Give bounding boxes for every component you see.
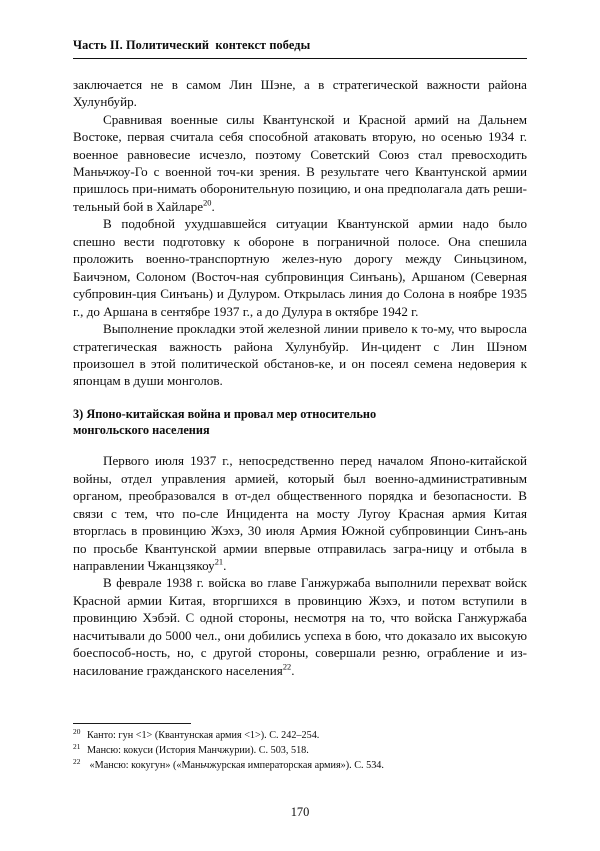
body-text bbox=[73, 76, 527, 679]
section-heading-line-2: монгольского населения bbox=[73, 423, 210, 438]
paragraph-text: заключается не в самом Лин Шэне, а в стратегической важности района Хулунбуйр. bbox=[73, 76, 527, 110]
section-heading-line-1: 3) Японо-китайская война и провал мер относительно bbox=[73, 406, 377, 421]
footnote-separator-rule bbox=[73, 723, 191, 724]
running-head-title: Часть II. Политический контекст победы bbox=[73, 38, 311, 52]
running-head-rule bbox=[73, 58, 527, 59]
paragraph-text-tail: . bbox=[211, 198, 215, 214]
paragraph-text: Первого июля 1937 г., непосредственно перед началом Японо-китайской войны, отдел управления армией, который был военно-административным органом, преобразовался в от-дел общественного порядка и безопасности. В связи с тем, что по-сле Инцидента на мосту Лугоу Красная армия Китая вторглась в провинцию Жэхэ, 30 июля Армия Южной субпровинции Синъ-ань по просьбе Квантунской армии впервые отправилась загра-ницу и отбыла в направлении Чжанцзякоу bbox=[73, 453, 527, 574]
footnote-item: 22 «Мансю: кокугун» («Маньчжурская императорская армия»). С. 534. bbox=[73, 757, 384, 772]
paragraph bbox=[73, 320, 527, 390]
footnote-item: 20 Канто: гун <1> (Квантунская армия <1>). С. 242–254. bbox=[73, 726, 320, 741]
running-head bbox=[73, 0, 527, 59]
paragraph bbox=[73, 76, 527, 111]
section-heading bbox=[73, 406, 527, 438]
footnote-reference-22[interactable]: 22 bbox=[282, 662, 292, 672]
footnote-reference-20[interactable]: 20 bbox=[203, 198, 212, 208]
footnote-text: Мансю: кокуси (История Манчжурии). С. 503, 518. bbox=[87, 745, 309, 757]
paragraph bbox=[73, 111, 527, 216]
paragraph-text-tail: . bbox=[223, 558, 227, 574]
footnote-text: Канто: гун <1> (Квантунская армия <1>). С. 242–254. bbox=[87, 730, 320, 741]
footnote-text: «Мансю: кокугун» («Маньчжурская императорская армия»). С. 534. bbox=[87, 760, 384, 772]
paragraph-text: В феврале 1938 г. войска во главе Ганжуржаба выполнили перехват войск Красной армии Китая, вторгшихся в провинцию Жэхэ, и потом вступили в провинцию Хэбэй. С одной стороны, несмотря на то, что войска Ганжуржаба насчитывали до 5000 чел., они добились успеха в бою, что доказало их высокую боеспособ-ность, но, с другой стороны, совершали резню, ограбление и из-насилование гражданского населения bbox=[73, 575, 527, 678]
paragraph bbox=[73, 215, 527, 320]
footnote-item: 21 Мансю: кокуси (История Манчжурии). С. 503, 518. bbox=[73, 741, 309, 757]
paragraph-text: Выполнение прокладки этой железной линии привело к то-му, что выросла стратегическая важность района Хулунбуйр. Ин-цидент с Лин Шэном произошел в этой политической обстанов-ке, и он посеял семена недоверия к японцам в души монголов. bbox=[73, 321, 527, 389]
paragraph-text-tail: . bbox=[291, 662, 295, 678]
page-number: 170 bbox=[290, 805, 310, 819]
paragraph bbox=[73, 574, 527, 679]
paragraph-text: Сравнивая военные силы Квантунской и Красной армий на Дальнем Востоке, первая считала себя способной атаковать вторую, но осенью 1934 г. военное равновесие исчезло, поэтому Советский Союз стал превосходить Маньчжоу-Го с военной точ-ки зрения. В результате чего Квантунской армии пришлось при-нимать оборонительную позицию, и она предполагала дать реши-тельный бой в Хайларе bbox=[73, 111, 527, 214]
page-content bbox=[73, 0, 527, 679]
paragraph-text: В подобной ухудшавшейся ситуации Квантунской армии надо было спешно вести подготовку к обороне в пограничной полосе. Она спешила проложить военно-транспортную желез-ную дорогу между Синьцзином, Баичэном, Солоном (Восточ-ная субпровинция Синъань), Аршаном (Северная субпровин-ция Синъань) и Дулуром. Открылась линия до Солона в ноябре 1935 г., до Аршана в сентябре 1937 г., а до Дулура в октябре 1942 г. bbox=[73, 216, 527, 319]
footnotes-section bbox=[73, 723, 527, 774]
footnote-reference-21[interactable]: 21 bbox=[214, 557, 224, 567]
paragraph bbox=[73, 452, 527, 574]
